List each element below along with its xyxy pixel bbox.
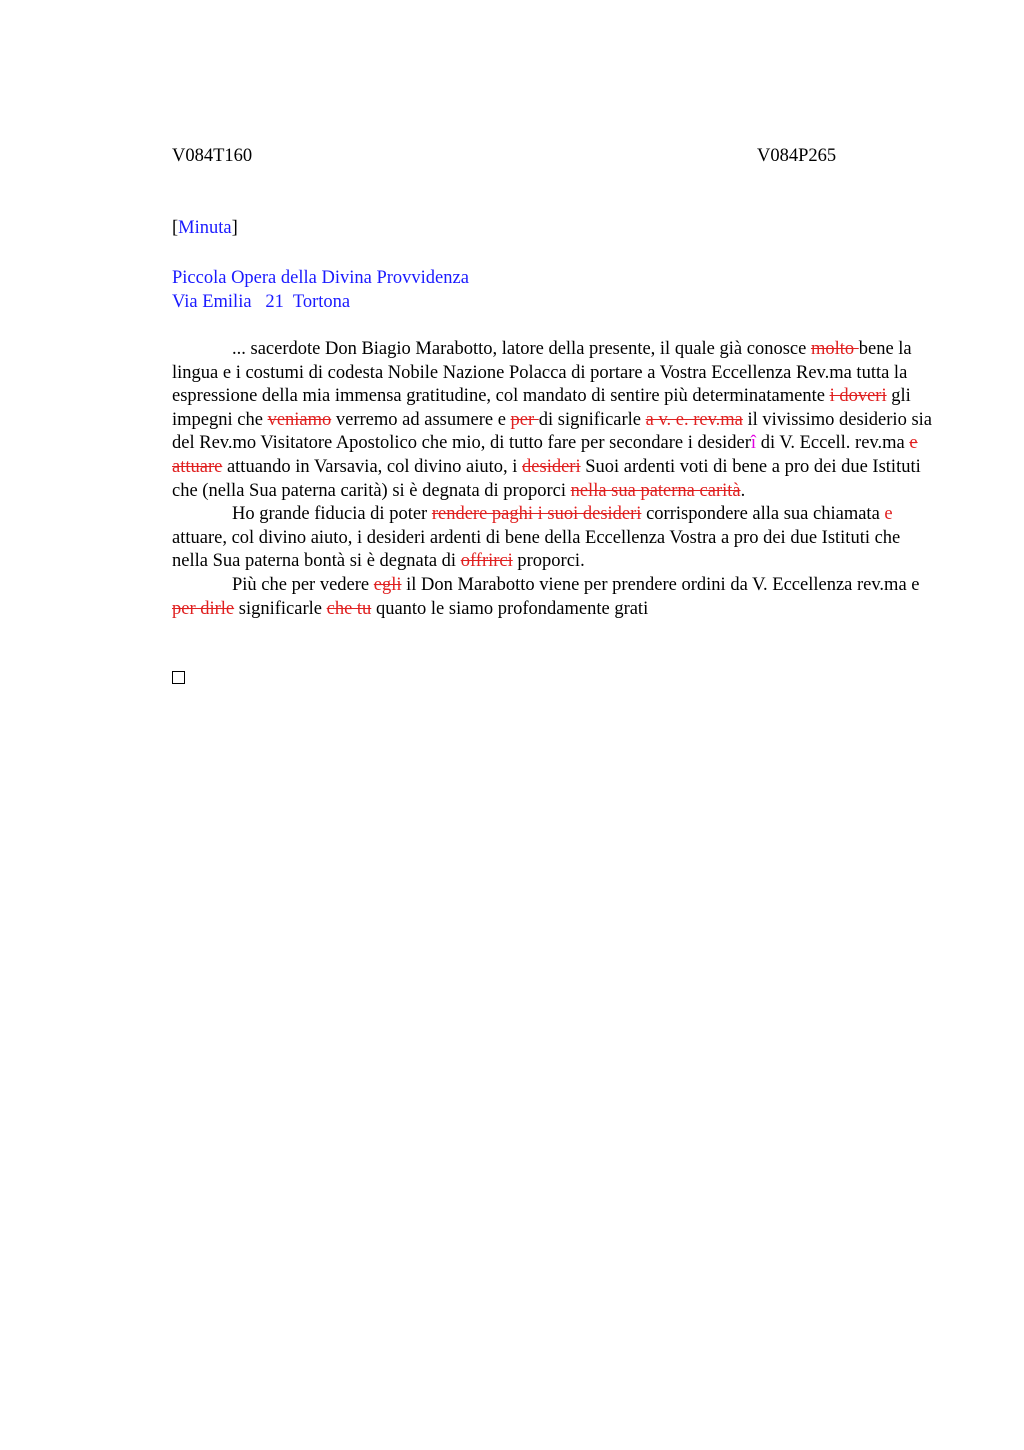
text-segment: verremo ad assumere e — [331, 409, 511, 430]
letter-body — [172, 338, 932, 621]
deleted-text: per — [510, 409, 539, 430]
deleted-text: egli — [373, 574, 402, 595]
deleted-text: i doveri — [829, 386, 887, 407]
text-segment: il Don Marabotto viene per prendere ordini da V. Eccellenza rev.ma e — [401, 574, 920, 595]
magenta-mark: î — [750, 433, 757, 454]
minuta-label — [172, 218, 238, 239]
minuta-close-bracket: ] — [231, 218, 238, 238]
text-segment: proporci. — [512, 551, 585, 572]
deleted-text: veniamo — [267, 409, 332, 430]
paragraph-1 — [172, 338, 932, 503]
text-segment: di V. Eccell. rev.ma — [756, 433, 910, 454]
deleted-text: molto — [810, 339, 859, 359]
deleted-text: a v. e. rev.ma — [645, 409, 743, 430]
text-segment: di significarle — [538, 409, 646, 430]
letterhead-address — [172, 266, 469, 314]
text-segment: bene la lingua e i costumi di codesta Nobile Nazione Polacca di portare a Vostra Eccellenza Rev.ma tutta la espressione della mia immensa gratitudine, col mandato di sentire più determinatamente — [172, 339, 912, 407]
text-segment: il vivissimo desiderio sia del Rev.mo Visitatore Apostolico che mio, di tutto fare per secondare i desider — [172, 409, 932, 454]
text-segment: significarle — [234, 598, 327, 619]
text-segment: Ho grande fiducia di poter — [232, 504, 432, 525]
text-segment: corrispondere alla sua chiamata — [641, 504, 885, 525]
document-code-right: V084P265 — [757, 146, 837, 166]
deleted-text: e attuare — [172, 433, 918, 477]
deleted-text: nella sua paterna carità — [570, 480, 741, 501]
minuta-open-bracket: [ — [172, 218, 179, 238]
minuta-text: Minuta — [178, 218, 232, 238]
text-segment: gli impegni che — [172, 386, 911, 430]
text-segment: attuare, col divino aiuto, i desideri ardenti di bene della Eccellenza Vostra a pro dei due Istituti che nella Sua paterna bontà si è degnata di — [172, 527, 901, 572]
deleted-text: desideri — [522, 456, 581, 477]
text-segment: . — [740, 480, 746, 501]
paragraph-2 — [172, 503, 932, 574]
text-segment: Più che per vedere — [232, 574, 374, 595]
empty-checkbox-icon — [172, 671, 185, 684]
text-segment: ... sacerdote Don Biagio Marabotto, latore della presente, il quale già conosce — [232, 339, 811, 359]
letterhead-line-1: Piccola Opera della Divina Provvidenza — [172, 268, 469, 288]
paragraph-3 — [172, 574, 932, 621]
text-segment: attuando in Varsavia, col divino aiuto, i — [222, 456, 523, 477]
document-code-left: V084T160 — [172, 146, 253, 166]
deleted-text: rendere paghi i suoi desideri — [431, 504, 642, 525]
letterhead-line-2: Via Emilia 21 Tortona — [172, 292, 351, 312]
inserted-text: e — [884, 504, 893, 525]
deleted-text: offrirci — [460, 551, 513, 572]
deleted-text: che tu — [326, 598, 372, 619]
text-segment: Suoi ardenti voti di bene a pro dei due Istituti che (nella Sua paterna carità) si è degnata di proporci — [172, 456, 921, 501]
deleted-text: per dirle — [172, 598, 235, 619]
text-segment: quanto le siamo profondamente grati — [371, 598, 649, 619]
